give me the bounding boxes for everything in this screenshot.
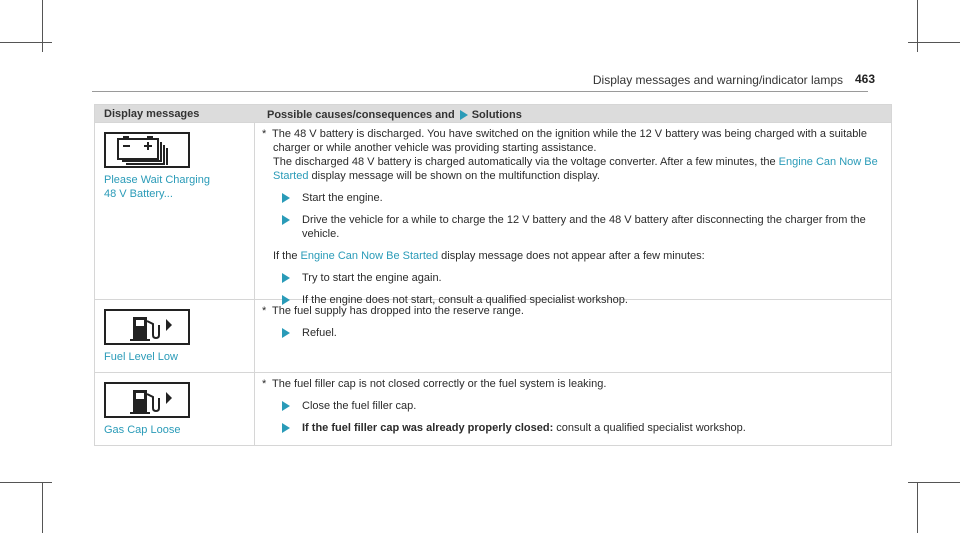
condition-text — [273, 249, 881, 263]
running-header: Display messages and warning/indicator lamps — [592, 73, 843, 87]
display-message-text: Please Wait Charging 48 V Battery... — [104, 174, 210, 200]
cause-sentence: The fuel supply has dropped into the reserve range. — [272, 305, 524, 317]
causes-cell — [255, 300, 891, 372]
display-messages-table — [94, 104, 892, 446]
cond-pre: If the — [273, 250, 301, 262]
cond-post: display message does not appear after a few minutes: — [438, 250, 705, 262]
battery-48v-icon — [104, 132, 190, 168]
message-cell — [95, 373, 255, 445]
solution-step — [273, 421, 881, 435]
crop-mark — [917, 0, 918, 52]
cause-text — [262, 304, 881, 318]
solution-step — [273, 271, 881, 285]
message-cell — [95, 300, 255, 372]
step-text: Drive the vehicle for a while to charge the 12 V battery and the 48 V battery after disconnecting the charger from the vehicle. — [302, 214, 866, 240]
solution-step — [273, 191, 881, 205]
step-text: Close the fuel filler cap. — [302, 400, 417, 412]
display-message-text: Gas Cap Loose — [104, 424, 181, 436]
step-text: consult a qualified specialist workshop. — [553, 422, 746, 434]
crop-mark — [42, 0, 43, 52]
asterisk: * — [262, 305, 267, 317]
crop-mark — [42, 482, 43, 533]
crop-mark — [0, 482, 52, 483]
step-text: Try to start the engine again. — [302, 272, 442, 284]
engine-can-now-be-started-message: Engine Can Now Be Started — [300, 250, 439, 262]
cause-text — [262, 377, 881, 391]
column-header-messages: Display messages — [104, 108, 200, 120]
crop-mark — [908, 482, 960, 483]
info-text — [273, 155, 881, 183]
causes-cell — [255, 373, 891, 445]
solution-arrow-icon — [460, 110, 468, 120]
page-number: 463 — [854, 72, 875, 86]
table-header — [95, 105, 891, 122]
column-header-causes — [255, 105, 891, 122]
step-arrow-icon — [282, 328, 290, 338]
step-arrow-icon — [282, 423, 290, 433]
step-condition-bold: If the fuel filler cap was already properly closed: — [302, 422, 554, 434]
step-arrow-icon — [282, 273, 290, 283]
info-post: display message will be shown on the multifunction display. — [308, 170, 600, 182]
crop-mark — [917, 482, 918, 533]
solution-step — [273, 213, 881, 241]
table-row — [95, 372, 891, 445]
step-arrow-icon — [282, 215, 290, 225]
step-text: Start the engine. — [302, 192, 383, 204]
crop-mark — [0, 42, 52, 43]
crop-mark — [908, 42, 960, 43]
step-arrow-icon — [282, 193, 290, 203]
message-cell — [95, 123, 255, 299]
header-divider — [92, 91, 868, 92]
asterisk: * — [262, 378, 267, 390]
table-row — [95, 299, 891, 372]
step-text: Refuel. — [302, 327, 337, 339]
cause-sentence: The fuel filler cap is not closed correctly or the fuel system is leaking. — [272, 378, 607, 390]
asterisk: * — [262, 128, 267, 140]
table-row — [95, 122, 891, 306]
column-header-causes-label: Possible causes/consequences and — [267, 109, 455, 121]
info-pre: The discharged 48 V battery is charged automatically via the voltage converter. After a few minutes, the — [273, 156, 779, 168]
fuel-pump-icon — [104, 382, 190, 418]
solution-step — [273, 326, 881, 340]
step-text: If the engine does not start, consult a qualified specialist workshop. — [302, 294, 628, 306]
cause-text — [262, 127, 881, 155]
column-header-solutions-label: Solutions — [471, 109, 522, 121]
solution-step — [273, 399, 881, 413]
fuel-pump-icon — [104, 309, 190, 345]
step-arrow-icon — [282, 401, 290, 411]
causes-cell — [255, 123, 891, 306]
cause-sentence: The 48 V battery is discharged. You have switched on the ignition while the 12 V battery was being charged with a suitable charger or while another vehicle was providing starting assistance. — [272, 128, 867, 154]
engine-can-now-be-started-message: Engine Can Now Be Started — [273, 156, 878, 182]
display-message-text: Fuel Level Low — [104, 351, 178, 363]
